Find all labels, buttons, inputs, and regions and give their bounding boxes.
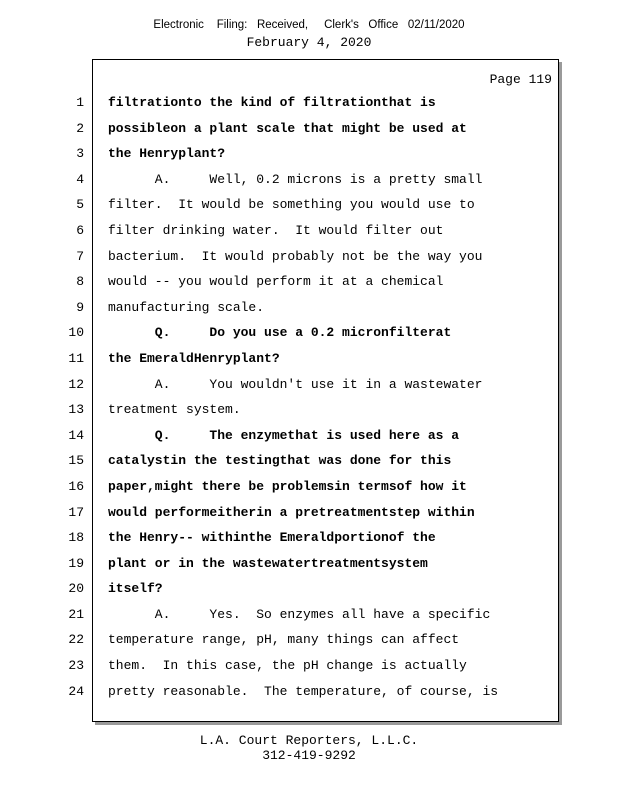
- line-text: filter. It would be something you would use to: [108, 197, 475, 213]
- transcript-lines: [0, 90, 618, 704]
- line-number: 13: [68, 402, 84, 418]
- line-text: the EmeraldHenryplant?: [108, 350, 280, 366]
- line-text: manufacturing scale.: [108, 299, 265, 315]
- transcript-line: [0, 423, 618, 449]
- line-number: 12: [68, 376, 84, 392]
- reporter-company: L.A. Court Reporters, L.L.C.: [199, 733, 419, 748]
- line-text: A. Yes. So enzymes all have a specific: [108, 606, 491, 622]
- line-text: A. You wouldn't use it in a wastewater: [108, 376, 483, 392]
- line-number: 21: [68, 606, 84, 622]
- transcript-line: [0, 448, 618, 474]
- line-number: 1: [76, 95, 84, 110]
- transcript-line: [0, 320, 618, 346]
- line-text: Q. Do you use a 0.2 micronfilterat: [108, 325, 452, 341]
- line-number: 14: [68, 427, 84, 443]
- line-text: the Henry-- withinthe Emeraldportionof the: [108, 530, 436, 546]
- line-text: bacterium. It would probably not be the way you: [108, 248, 483, 264]
- line-text: filtrationto the kind of filtrationthat is: [108, 95, 436, 110]
- transcript-line: [0, 525, 618, 551]
- transcript-line: [0, 576, 618, 602]
- page-number: Page 119: [489, 72, 552, 87]
- reporter-phone: 312-419-9292: [262, 748, 356, 763]
- line-number: 22: [68, 632, 84, 648]
- transcript-line: [0, 397, 618, 423]
- line-number: 16: [68, 478, 84, 494]
- line-number: 2: [76, 120, 84, 136]
- line-number: 23: [68, 658, 84, 674]
- transcript-line: [0, 500, 618, 526]
- line-text: would performeitherin a pretreatmentstep within: [108, 504, 475, 520]
- line-text: possibleon a plant scale that might be used at: [108, 120, 467, 136]
- line-text: catalystin the testingthat was done for this: [108, 453, 452, 469]
- line-number: 24: [68, 683, 84, 699]
- line-number: 4: [76, 171, 84, 187]
- line-number: 17: [68, 504, 84, 520]
- line-number: 7: [76, 248, 84, 264]
- line-text: paper,might there be problemsin termsof how it: [108, 478, 467, 494]
- transcript-line: [0, 295, 618, 321]
- line-text: Q. The enzymethat is used here as a: [108, 427, 460, 443]
- transcript-line: [0, 474, 618, 500]
- line-number: 18: [68, 530, 84, 546]
- transcript-line: [0, 218, 618, 244]
- line-number: 11: [68, 350, 84, 366]
- transcript-line: [0, 167, 618, 193]
- transcript-line: [0, 116, 618, 142]
- line-text: temperature range, pH, many things can affect: [108, 632, 460, 648]
- line-number: 15: [68, 453, 84, 469]
- transcript-line: [0, 269, 618, 295]
- line-text: them. In this case, the pH change is actually: [108, 658, 467, 674]
- line-number: 10: [68, 325, 84, 341]
- line-text: plant or in the wastewatertreatmentsystem: [108, 555, 428, 571]
- transcript-line: [0, 141, 618, 167]
- transcript-line: [0, 602, 618, 628]
- transcript-line: [0, 551, 618, 577]
- filing-stamp: Electronic Filing: Received, Clerk's Office 02/11/2020: [153, 19, 465, 31]
- line-text: A. Well, 0.2 microns is a pretty small: [108, 171, 483, 187]
- line-number: 5: [76, 197, 84, 213]
- line-text: would -- you would perform it at a chemical: [108, 274, 444, 290]
- line-number: 3: [76, 146, 84, 162]
- line-text: pretty reasonable. The temperature, of course, is: [108, 683, 499, 699]
- transcript-date: February 4, 2020: [246, 35, 372, 50]
- transcript-line: [0, 244, 618, 270]
- line-number: 9: [76, 299, 84, 315]
- transcript-line: [0, 372, 618, 398]
- transcript-line: [0, 346, 618, 372]
- line-number: 19: [68, 555, 84, 571]
- transcript-line: [0, 90, 618, 116]
- line-text: itself?: [108, 581, 163, 597]
- line-number: 20: [68, 581, 84, 597]
- line-text: filter drinking water. It would filter out: [108, 222, 444, 238]
- transcript-line: [0, 627, 618, 653]
- line-text: the Henryplant?: [108, 146, 226, 162]
- transcript-line: [0, 679, 618, 705]
- line-text: treatment system.: [108, 402, 241, 418]
- transcript-line: [0, 653, 618, 679]
- transcript-line: [0, 192, 618, 218]
- line-number: 8: [76, 274, 84, 290]
- line-number: 6: [76, 222, 84, 238]
